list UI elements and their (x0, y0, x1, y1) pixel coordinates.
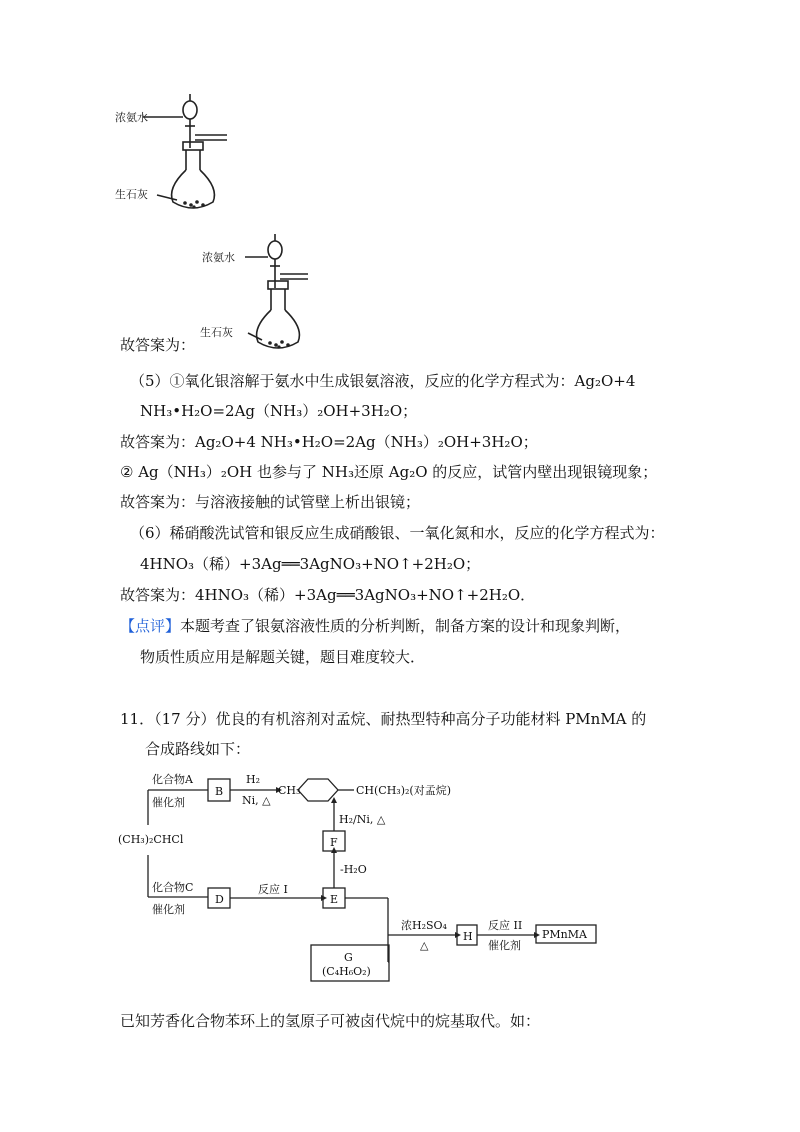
question-11-line-1: 11．（17 分）优良的有机溶剂对孟烷、耐热型特种高分子功能材料 PMnMA 的 (120, 710, 647, 728)
g-formula: (C₄H₆O₂) (322, 965, 371, 978)
answer-5-prefix: 故答案为： (120, 336, 196, 354)
h2-label: H₂ (246, 773, 261, 786)
box-f: F (330, 836, 338, 849)
synthesis-scheme (118, 765, 618, 985)
compound-c-label: 化合物C (152, 881, 194, 894)
apparatus-figure-1 (115, 88, 245, 218)
reaction-2-label: 反应 II (488, 919, 523, 932)
part-5-equation: NH₃•H₂O=2Ag（NH₃）₂OH+3H₂O； (140, 402, 418, 420)
box-d: D (215, 893, 224, 906)
minus-h2o-label: -H₂O (340, 863, 367, 876)
start-material: (CH₃)₂CHCl (118, 833, 184, 846)
question-11-line-2: 合成路线如下： (145, 740, 251, 758)
known-fact: 已知芳香化合物苯环上的氢原子可被卤代烷中的烷基取代。如： (120, 1012, 541, 1030)
comment-line-1 (120, 615, 630, 637)
comment-tag: 【点评】 (120, 617, 181, 635)
catalyst-c-label: 催化剂 (152, 903, 185, 916)
part-5b-text: ② Ag（NH₃）₂OH 也参与了 NH₃还原 Ag₂O 的反应，试管内壁出现银镜现象； (120, 463, 658, 481)
compound-a-label: 化合物A (152, 773, 193, 786)
side-chain-label: CH(CH₃)₂(对孟烷) (356, 784, 452, 797)
product-label: PMnMA (542, 928, 587, 941)
answer-c: 故答案为：4HNO₃（稀）+3Ag══3AgNO₃+NO↑+2H₂O． (120, 586, 536, 604)
comment-text-1: 本题考查了银氨溶液性质的分析判断，制备方案的设计和现象判断， (180, 617, 631, 635)
lime-label: 生石灰 (115, 188, 148, 201)
catalyst-a-label: 催化剂 (152, 796, 185, 809)
part-5-text: （5）①氧化银溶解于氨水中生成银氨溶液，反应的化学方程式为：Ag₂O+4 (130, 372, 636, 390)
comment-line-2: 物质性质应用是解题关键，题目难度较大． (140, 648, 426, 666)
h2-ni-heat-label: H₂/Ni, △ (339, 813, 386, 826)
conc-h2so4-label: 浓H₂SO₄ (401, 919, 447, 932)
ni-heat-label: Ni, △ (242, 794, 271, 807)
box-e: E (330, 893, 339, 906)
box-b: B (215, 785, 224, 798)
apparatus-figure-2 (200, 230, 330, 358)
part-6-text: （6）稀硝酸洗试管和银反应生成硝酸银、一氧化氮和水，反应的化学方程式为： (130, 524, 665, 542)
part-6-equation: 4HNO₃（稀）+3Ag══3AgNO₃+NO↑+2H₂O； (140, 555, 481, 573)
answer-a: 故答案为：Ag₂O+4 NH₃•H₂O=2Ag（NH₃）₂OH+3H₂O； (120, 433, 538, 451)
box-h: H (463, 930, 473, 943)
ammonia-label: 浓氨水 (115, 111, 148, 124)
catalyst-2-label: 催化剂 (488, 939, 521, 952)
ch3-label: CH₃ (278, 784, 301, 797)
reaction-1-label: 反应 I (258, 883, 288, 896)
g-label: G (344, 951, 353, 964)
heat-label: △ (420, 939, 429, 952)
lime-label-2: 生石灰 (200, 326, 233, 339)
ammonia-label-2: 浓氨水 (202, 251, 235, 264)
answer-b: 故答案为：与溶液接触的试管壁上析出银镜； (120, 493, 421, 511)
